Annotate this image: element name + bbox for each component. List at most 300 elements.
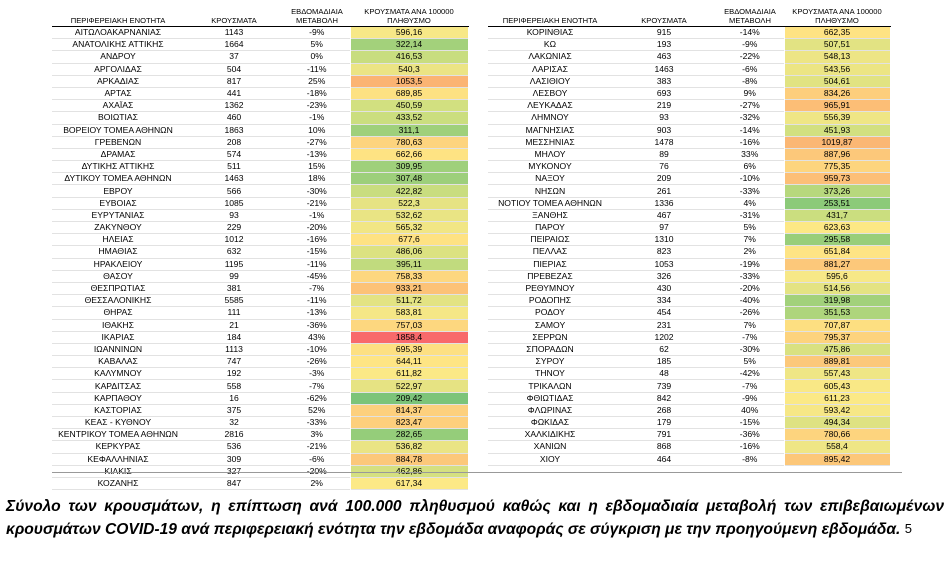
- region-cell: ΓΡΕΒΕΝΩΝ: [94, 136, 142, 147]
- table-row: [52, 380, 468, 392]
- weekly-change-cell: 0%: [310, 51, 323, 62]
- region-cell: ΜΗΛΟΥ: [534, 148, 566, 159]
- table-header-row: [488, 3, 890, 27]
- cases-cell: 1195: [224, 258, 244, 269]
- table-row: [488, 234, 890, 246]
- weekly-change-cell: -22%: [739, 51, 760, 62]
- weekly-change-cell: 5%: [743, 222, 756, 233]
- regional-cases-table-right: [488, 3, 891, 466]
- header-cases: ΚΡΟΥΣΜΑΤΑ: [612, 3, 716, 27]
- table-row: [488, 404, 890, 416]
- cases-cell: 1202: [654, 331, 674, 342]
- table-row: [52, 477, 468, 489]
- incidence-cell: 522,3: [350, 197, 468, 209]
- region-cell: ΝΗΣΩΝ: [534, 185, 566, 196]
- cases-cell: 1478: [654, 136, 674, 147]
- incidence-cell: 707,87: [784, 319, 890, 331]
- region-cell: ΠΕΛΛΑΣ: [532, 246, 568, 257]
- cases-cell: 375: [226, 404, 242, 415]
- cases-cell: 847: [226, 478, 242, 489]
- incidence-cell: 504,61: [784, 75, 890, 87]
- region-cell: ΔΡΑΜΑΣ: [100, 148, 136, 159]
- incidence-cell: 623,63: [784, 222, 890, 234]
- table-row: [488, 39, 890, 51]
- cases-cell: 326: [656, 270, 672, 281]
- table-row: [488, 282, 890, 294]
- weekly-change-cell: -6%: [742, 63, 758, 74]
- weekly-change-cell: 3%: [310, 429, 323, 440]
- weekly-change-cell: 4%: [743, 197, 756, 208]
- region-cell: ΜΑΓΝΗΣΙΑΣ: [525, 124, 575, 135]
- region-cell: ΧΑΛΚΙΔΙΚΗΣ: [524, 429, 576, 440]
- weekly-change-cell: -1%: [309, 209, 325, 220]
- cases-cell: 1143: [224, 27, 244, 38]
- weekly-change-cell: -7%: [309, 380, 325, 391]
- table-row: [52, 124, 468, 136]
- table-row: [488, 368, 890, 380]
- weekly-change-cell: -30%: [739, 343, 760, 354]
- incidence-cell: 583,81: [350, 307, 468, 319]
- region-cell: ΗΡΑΚΛΕΙΟΥ: [93, 258, 143, 269]
- incidence-cell: 1858,4: [350, 331, 468, 343]
- region-cell: ΑΙΤΩΛΟΑΚΑΡΝΑΝΙΑΣ: [74, 27, 162, 38]
- weekly-change-cell: 10%: [308, 124, 326, 135]
- cases-cell: 185: [656, 356, 672, 367]
- cases-cell: 16: [229, 392, 239, 403]
- incidence-cell: 431,7: [784, 209, 890, 221]
- region-cell: ΚΕΦΑΛΛΗΝΙΑΣ: [87, 453, 149, 464]
- weekly-change-cell: -15%: [739, 417, 760, 428]
- incidence-cell: 881,27: [784, 258, 890, 270]
- region-cell: ΑΝΑΤΟΛΙΚΗΣ ΑΤΤΙΚΗΣ: [72, 39, 164, 50]
- weekly-change-cell: 9%: [743, 88, 756, 99]
- cases-cell: 463: [656, 51, 672, 62]
- region-cell: ΦΘΙΩΤΙΔΑΣ: [526, 392, 574, 403]
- weekly-change-cell: -30%: [306, 185, 327, 196]
- weekly-change-cell: -31%: [739, 209, 760, 220]
- cases-cell: 1664: [224, 39, 244, 50]
- incidence-cell: 780,63: [350, 136, 468, 148]
- weekly-change-cell: -11%: [307, 63, 327, 74]
- table-row: [52, 441, 468, 453]
- cases-cell: 261: [656, 185, 672, 196]
- table-row: [52, 51, 468, 63]
- weekly-change-cell: -7%: [742, 380, 758, 391]
- weekly-change-cell: -26%: [306, 356, 327, 367]
- table-row: [52, 112, 468, 124]
- incidence-cell: 895,42: [784, 453, 890, 465]
- weekly-change-cell: -21%: [306, 197, 327, 208]
- incidence-cell: 814,37: [350, 404, 468, 416]
- header-incidence: ΚΡΟΥΣΜΑΤΑ ΑΝΑ 100000 ΠΛΗΘΥΣΜΟ: [350, 3, 468, 27]
- cases-cell: 739: [656, 380, 672, 391]
- region-cell: ΔΥΤΙΚΗΣ ΑΤΤΙΚΗΣ: [81, 161, 155, 172]
- region-cell: ΤΡΙΚΑΛΩΝ: [528, 380, 572, 391]
- table-row: [52, 307, 468, 319]
- incidence-cell: 543,56: [784, 63, 890, 75]
- cases-cell: 868: [656, 441, 672, 452]
- region-cell: ΚΕΝΤΡΙΚΟΥ ΤΟΜΕΑ ΑΘΗΝΩΝ: [58, 429, 178, 440]
- incidence-cell: 282,65: [350, 429, 468, 441]
- region-cell: ΛΑΡΙΣΑΣ: [532, 63, 568, 74]
- region-cell: ΔΥΤΙΚΟΥ ΤΟΜΕΑ ΑΘΗΝΩΝ: [64, 173, 172, 184]
- weekly-change-cell: -14%: [739, 27, 760, 38]
- table-row: [488, 63, 890, 75]
- table-row: [52, 331, 468, 343]
- header-weekly-change: ΕΒΔΟΜΑΔΙΑΙΑ ΜΕΤΑΒΟΛΗ: [284, 3, 350, 27]
- cases-cell: 1085: [224, 197, 244, 208]
- weekly-change-cell: -13%: [306, 307, 327, 318]
- table-row: [488, 343, 890, 355]
- weekly-change-cell: -18%: [306, 88, 327, 99]
- weekly-change-cell: -8%: [742, 453, 758, 464]
- region-cell: ΑΧΑΪΑΣ: [102, 100, 134, 111]
- cases-cell: 430: [656, 283, 672, 294]
- cases-cell: 193: [656, 39, 672, 50]
- table-row: [488, 331, 890, 343]
- table-row: [52, 63, 468, 75]
- region-cell: ΡΕΘΥΜΝΟΥ: [525, 283, 575, 294]
- table-row: [488, 51, 890, 63]
- weekly-change-cell: 33%: [741, 148, 759, 159]
- incidence-cell: 889,81: [784, 356, 890, 368]
- table-row: [488, 148, 890, 160]
- table-row: [52, 75, 468, 87]
- incidence-cell: 540,3: [350, 63, 468, 75]
- incidence-cell: 450,59: [350, 100, 468, 112]
- cases-cell: 464: [656, 453, 672, 464]
- weekly-change-cell: 7%: [743, 319, 756, 330]
- table-row: [52, 368, 468, 380]
- table-row: [488, 356, 890, 368]
- weekly-change-cell: -8%: [742, 75, 758, 86]
- table-row: [488, 27, 890, 39]
- incidence-cell: 662,66: [350, 148, 468, 160]
- weekly-change-cell: -42%: [739, 368, 760, 379]
- incidence-cell: 596,16: [350, 27, 468, 39]
- cases-cell: 93: [659, 112, 669, 123]
- region-cell: ΒΟΡΕΙΟΥ ΤΟΜΕΑ ΑΘΗΝΩΝ: [63, 124, 173, 135]
- incidence-cell: 462,86: [350, 465, 468, 477]
- incidence-cell: 617,34: [350, 477, 468, 489]
- weekly-change-cell: 15%: [308, 161, 326, 172]
- cases-cell: 99: [229, 270, 239, 281]
- cases-cell: 903: [656, 124, 672, 135]
- weekly-change-cell: -36%: [306, 319, 327, 330]
- incidence-cell: 644,11: [350, 356, 468, 368]
- incidence-cell: 556,39: [784, 112, 890, 124]
- table-row: [52, 185, 468, 197]
- table-bottom-rule: [52, 472, 902, 473]
- incidence-cell: 605,43: [784, 380, 890, 392]
- weekly-change-cell: -14%: [739, 124, 760, 135]
- region-cell: ΧΙΟΥ: [539, 453, 561, 464]
- table-row: [488, 209, 890, 221]
- cases-cell: 32: [229, 417, 239, 428]
- cases-cell: 2816: [224, 429, 244, 440]
- region-cell: ΝΟΤΙΟΥ ΤΟΜΕΑ ΑΘΗΝΩΝ: [498, 197, 602, 208]
- cases-cell: 1310: [654, 234, 674, 245]
- incidence-cell: 494,34: [784, 417, 890, 429]
- table-row: [52, 173, 468, 185]
- weekly-change-cell: 40%: [741, 404, 759, 415]
- region-cell: ΛΗΜΝΟΥ: [531, 112, 569, 123]
- cases-cell: 62: [659, 343, 669, 354]
- region-cell: ΤΗΝΟΥ: [535, 368, 565, 379]
- weekly-change-cell: -13%: [306, 148, 327, 159]
- incidence-cell: 795,37: [784, 331, 890, 343]
- incidence-cell: 422,82: [350, 185, 468, 197]
- region-cell: ΜΥΚΟΝΟΥ: [528, 161, 572, 172]
- table-row: [488, 453, 890, 465]
- table-row: [488, 75, 890, 87]
- region-cell: ΡΟΔΟΥ: [535, 307, 565, 318]
- incidence-cell: 532,62: [350, 209, 468, 221]
- weekly-change-cell: -6%: [309, 453, 325, 464]
- weekly-change-cell: -15%: [306, 246, 327, 257]
- cases-cell: 327: [226, 465, 242, 476]
- weekly-change-cell: 5%: [743, 356, 756, 367]
- table-row: [52, 270, 468, 282]
- cases-cell: 184: [226, 331, 242, 342]
- region-cell: ΛΕΣΒΟΥ: [532, 88, 568, 99]
- region-cell: ΑΡΚΑΔΙΑΣ: [96, 75, 140, 86]
- incidence-cell: 887,96: [784, 148, 890, 160]
- cases-cell: 231: [656, 319, 672, 330]
- table-row: [488, 417, 890, 429]
- table-row: [52, 27, 468, 39]
- table-row: [488, 124, 890, 136]
- table-row: [52, 282, 468, 294]
- region-cell: ΘΗΡΑΣ: [103, 307, 133, 318]
- region-cell: ΙΚΑΡΙΑΣ: [101, 331, 135, 342]
- region-cell: ΚΟΡΙΝΘΙΑΣ: [526, 27, 574, 38]
- incidence-cell: 536,82: [350, 441, 468, 453]
- region-cell: ΠΑΡΟΥ: [535, 222, 565, 233]
- cases-cell: 334: [656, 295, 672, 306]
- incidence-cell: 558,4: [784, 441, 890, 453]
- cases-cell: 1053: [654, 258, 674, 269]
- table-row: [488, 161, 890, 173]
- incidence-cell: 884,78: [350, 453, 468, 465]
- region-cell: ΣΕΡΡΩΝ: [532, 331, 568, 342]
- table-row: [488, 380, 890, 392]
- region-cell: ΘΕΣΠΡΩΤΙΑΣ: [90, 283, 146, 294]
- weekly-change-cell: -20%: [739, 283, 760, 294]
- incidence-cell: 775,35: [784, 161, 890, 173]
- region-cell: ΕΥΒΟΙΑΣ: [99, 197, 137, 208]
- cases-cell: 823: [656, 246, 672, 257]
- incidence-cell: 451,93: [784, 124, 890, 136]
- weekly-change-cell: 18%: [308, 173, 326, 184]
- weekly-change-cell: -21%: [306, 441, 327, 452]
- table-row: [488, 307, 890, 319]
- incidence-cell: 209,42: [350, 392, 468, 404]
- incidence-cell: 311,1: [350, 124, 468, 136]
- cases-cell: 93: [229, 209, 239, 220]
- weekly-change-cell: -33%: [739, 270, 760, 281]
- weekly-change-cell: -16%: [739, 136, 760, 147]
- weekly-change-cell: -20%: [306, 222, 327, 233]
- cases-cell: 536: [226, 441, 242, 452]
- table-row: [488, 100, 890, 112]
- region-cell: ΦΩΚΙΔΑΣ: [530, 417, 570, 428]
- incidence-cell: 522,97: [350, 380, 468, 392]
- weekly-change-cell: 52%: [308, 404, 326, 415]
- region-cell: ΖΑΚΥΝΘΟΥ: [94, 222, 142, 233]
- incidence-cell: 511,72: [350, 295, 468, 307]
- weekly-change-cell: -9%: [742, 39, 758, 50]
- region-cell: ΚΑΣΤΟΡΙΑΣ: [94, 404, 142, 415]
- incidence-cell: 253,51: [784, 197, 890, 209]
- table-row: [488, 319, 890, 331]
- cases-cell: 574: [226, 148, 242, 159]
- weekly-change-cell: -3%: [309, 368, 325, 379]
- cases-cell: 817: [226, 75, 242, 86]
- cases-cell: 219: [656, 100, 672, 111]
- weekly-change-cell: -10%: [739, 173, 760, 184]
- weekly-change-cell: -1%: [309, 112, 325, 123]
- region-cell: ΕΥΡΥΤΑΝΙΑΣ: [91, 209, 145, 220]
- incidence-cell: 780,66: [784, 429, 890, 441]
- cases-cell: 1863: [224, 124, 244, 135]
- incidence-cell: 834,26: [784, 87, 890, 99]
- cases-cell: 48: [659, 368, 669, 379]
- cases-cell: 209: [656, 173, 672, 184]
- table-row: [488, 112, 890, 124]
- header-region: ΠΕΡΙΦΕΡΕΙΑΚΗ ΕΝΟΤΗΤΑ: [52, 3, 184, 27]
- region-cell: ΑΡΤΑΣ: [104, 88, 132, 99]
- region-cell: ΚΕΡΚΥΡΑΣ: [95, 441, 141, 452]
- cases-cell: 504: [226, 63, 242, 74]
- incidence-cell: 514,56: [784, 282, 890, 294]
- region-cell: ΒΟΙΩΤΙΑΣ: [98, 112, 138, 123]
- region-cell: ΞΑΝΘΗΣ: [532, 209, 568, 220]
- cases-cell: 268: [656, 404, 672, 415]
- weekly-change-cell: 7%: [743, 234, 756, 245]
- incidence-cell: 611,82: [350, 368, 468, 380]
- region-cell: ΝΑΞΟΥ: [535, 173, 565, 184]
- table-row: [488, 185, 890, 197]
- region-cell: ΙΩΑΝΝΙΝΩΝ: [93, 343, 143, 354]
- region-cell: ΠΡΕΒΕΖΑΣ: [527, 270, 573, 281]
- table-row: [488, 392, 890, 404]
- weekly-change-cell: 25%: [308, 75, 326, 86]
- cases-cell: 229: [226, 222, 242, 233]
- incidence-cell: 757,03: [350, 319, 468, 331]
- cases-cell: 5585: [224, 295, 244, 306]
- table-row: [52, 429, 468, 441]
- cases-cell: 1113: [225, 343, 243, 354]
- weekly-change-cell: 2%: [310, 478, 323, 489]
- incidence-cell: 295,58: [784, 234, 890, 246]
- region-cell: ΧΑΝΙΩΝ: [533, 441, 567, 452]
- cases-cell: 511: [227, 161, 241, 172]
- cases-cell: 97: [659, 222, 669, 233]
- incidence-cell: 322,14: [350, 39, 468, 51]
- table-row: [52, 453, 468, 465]
- incidence-cell: 695,39: [350, 343, 468, 355]
- region-cell: ΚΩ: [543, 39, 557, 50]
- cases-cell: 842: [656, 392, 672, 403]
- weekly-change-cell: -26%: [739, 307, 760, 318]
- table-row: [52, 246, 468, 258]
- incidence-cell: 565,32: [350, 222, 468, 234]
- weekly-change-cell: -32%: [739, 112, 760, 123]
- region-cell: ΛΕΥΚΑΔΑΣ: [527, 100, 573, 111]
- incidence-cell: 395,11: [350, 258, 468, 270]
- weekly-change-cell: -27%: [306, 136, 327, 147]
- weekly-change-cell: -45%: [306, 270, 327, 281]
- incidence-cell: 959,73: [784, 173, 890, 185]
- caption-text: Σύνολο των κρουσμάτων, η επίπτωση ανά 100.000 πληθυσμού καθώς και η εβδομαδιαία μεταβολή των επιβεβαιωμένων κρουσμάτων COVID-19 ανά περιφερειακή ενότητα την εβδομάδα αναφοράς σε σύγκριση με την προηγούμενη εβδομάδα.: [6, 498, 944, 538]
- region-cell: ΚΟΖΑΝΗΣ: [97, 478, 139, 489]
- incidence-cell: 416,53: [350, 51, 468, 63]
- weekly-change-cell: 6%: [743, 161, 756, 172]
- table-row: [488, 429, 890, 441]
- table-row: [488, 173, 890, 185]
- region-cell: ΑΡΓΟΛΙΔΑΣ: [94, 63, 142, 74]
- region-cell: ΣΠΟΡΑΔΩΝ: [526, 343, 574, 354]
- incidence-cell: 433,52: [350, 112, 468, 124]
- region-cell: ΚΙΛΚΙΣ: [104, 465, 132, 476]
- cases-cell: 179: [656, 417, 672, 428]
- cases-cell: 381: [226, 283, 242, 294]
- weekly-change-cell: -7%: [309, 283, 325, 294]
- weekly-change-cell: -9%: [309, 27, 325, 38]
- weekly-change-cell: -40%: [739, 295, 760, 306]
- table-row: [52, 197, 468, 209]
- region-cell: ΘΕΣΣΑΛΟΝΙΚΗΣ: [84, 295, 152, 306]
- region-cell: ΕΒΡΟΥ: [103, 185, 133, 196]
- region-cell: ΠΙΕΡΙΑΣ: [533, 258, 567, 269]
- table-row: [52, 234, 468, 246]
- incidence-cell: 677,6: [350, 234, 468, 246]
- region-cell: ΚΑΡΔΙΤΣΑΣ: [94, 380, 142, 391]
- region-cell: ΘΑΣΟΥ: [103, 270, 133, 281]
- cases-cell: 467: [656, 209, 672, 220]
- incidence-cell: 689,85: [350, 87, 468, 99]
- incidence-cell: 351,53: [784, 307, 890, 319]
- table-row: [488, 270, 890, 282]
- incidence-cell: 823,47: [350, 417, 468, 429]
- table-row: [52, 295, 468, 307]
- incidence-cell: 319,98: [784, 295, 890, 307]
- weekly-change-cell: -16%: [306, 234, 327, 245]
- table-row: [488, 197, 890, 209]
- incidence-cell: 475,86: [784, 343, 890, 355]
- incidence-cell: 611,23: [784, 392, 890, 404]
- weekly-change-cell: -33%: [306, 417, 327, 428]
- cases-cell: 111: [227, 307, 241, 318]
- table-row: [52, 209, 468, 221]
- weekly-change-cell: -9%: [742, 392, 758, 403]
- cases-cell: 632: [226, 246, 242, 257]
- weekly-change-cell: 5%: [310, 39, 323, 50]
- cases-cell: 454: [656, 307, 672, 318]
- weekly-change-cell: -7%: [742, 331, 758, 342]
- cases-cell: 566: [226, 185, 242, 196]
- regional-cases-table-left: [52, 3, 469, 490]
- region-cell: ΙΘΑΚΗΣ: [102, 319, 134, 330]
- incidence-cell: 1053,5: [350, 75, 468, 87]
- cases-cell: 747: [226, 356, 242, 367]
- cases-cell: 37: [229, 51, 239, 62]
- table-row: [52, 417, 468, 429]
- incidence-cell: 651,84: [784, 246, 890, 258]
- table-row: [52, 258, 468, 270]
- table-row: [488, 87, 890, 99]
